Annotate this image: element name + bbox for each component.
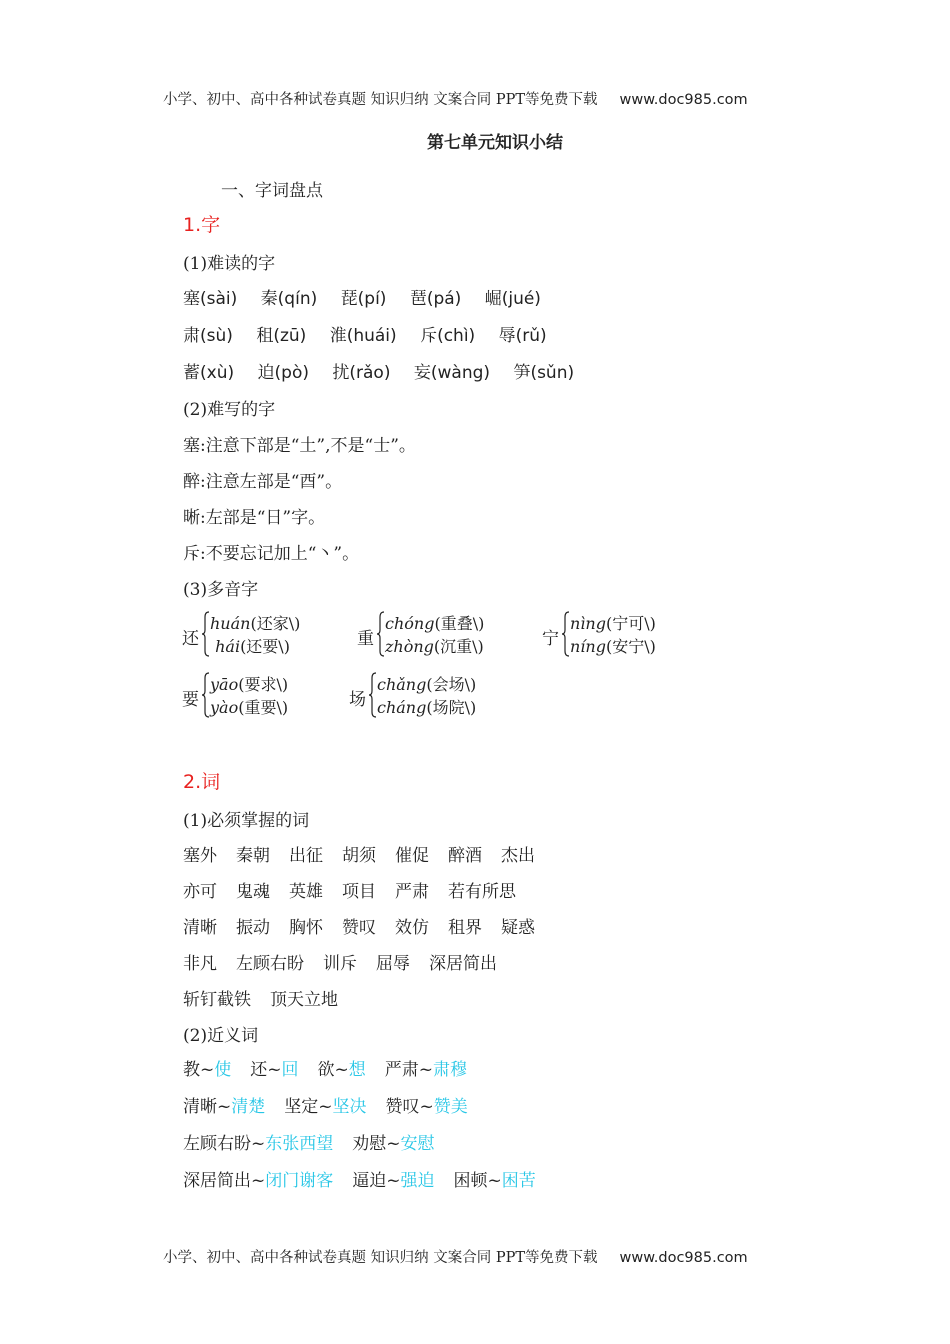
polyphone-reading: níng(安宁\): [570, 637, 656, 656]
footer-url: www.doc985.com: [619, 1250, 748, 1266]
list-item: 疑惑: [501, 918, 535, 938]
list-item: 出征: [289, 846, 323, 866]
word-row: [183, 949, 516, 974]
list-item: 崛(jué): [484, 289, 541, 309]
word-row: [183, 985, 357, 1010]
list-item: 塞(sài): [183, 289, 238, 309]
polyphone-char: 场: [349, 690, 366, 710]
hard-write-note: 塞:注意下部是“土”,不是“士”。: [183, 436, 416, 456]
list-item: 扰(rǎo): [332, 363, 391, 383]
hard-read-row: [183, 284, 559, 309]
list-item: 催促: [395, 846, 429, 866]
hard-write-note: 斥:不要忘记加上“丶”。: [183, 544, 360, 564]
polyphone-char: 重: [357, 629, 374, 649]
hard-write-note: 晰:左部是“日”字。: [183, 508, 326, 528]
polyphone-reading: yāo(要求\): [210, 675, 289, 694]
polyphone-char: 还: [182, 629, 199, 649]
page-footer: [163, 1246, 748, 1267]
list-item: 醉酒: [448, 846, 482, 866]
word-row: [183, 913, 554, 938]
brace-icon: [202, 672, 210, 718]
subheading-synonyms: (2)近义词: [183, 1026, 259, 1046]
list-item: 训斥: [323, 954, 357, 974]
hard-read-row: [183, 321, 565, 346]
list-item: 迫(pò): [257, 363, 309, 383]
list-item: 坚定~坚决: [284, 1097, 367, 1117]
part-heading-words: 2.词: [183, 771, 221, 793]
list-item: 深居简出~闭门谢客: [183, 1171, 334, 1191]
list-item: 英雄: [289, 882, 323, 902]
list-item: 赞叹~赞美: [385, 1097, 468, 1117]
list-item: 胸怀: [289, 918, 323, 938]
page-header: [163, 88, 748, 109]
list-item: 清晰: [183, 918, 217, 938]
list-item: 严肃~肃穆: [384, 1060, 467, 1080]
polyphone-reading: nìng(宁可\): [570, 614, 656, 633]
part-heading-characters: 1.字: [183, 214, 221, 236]
hard-write-note: 醉:注意左部是“酉”。: [183, 472, 343, 492]
header-url: www.doc985.com: [619, 92, 748, 108]
list-item: 鬼魂: [236, 882, 270, 902]
list-item: 杰出: [501, 846, 535, 866]
polyphone-char: 宁: [542, 629, 559, 649]
header-text: 小学、初中、高中各种试卷真题 知识归纳 文案合同 PPT等免费下载: [163, 92, 598, 108]
list-item: 秦(qín): [260, 289, 318, 309]
list-item: 肃(sù): [183, 326, 233, 346]
polyphone-reading: cháng(场院\): [377, 698, 477, 717]
list-item: 胡须: [342, 846, 376, 866]
list-item: 项目: [342, 882, 376, 902]
list-item: 左顾右盼: [236, 954, 304, 974]
list-item: 劝慰~安慰: [352, 1134, 435, 1154]
polyphone-reading: zhòng(沉重\): [385, 637, 484, 656]
polyphone-reading: chóng(重叠\): [385, 614, 485, 633]
list-item: 逼迫~强迫: [352, 1171, 435, 1191]
list-item: 斥(chì): [420, 326, 476, 346]
word-row: [183, 841, 554, 866]
list-item: 非凡: [183, 954, 217, 974]
brace-icon: [369, 672, 377, 718]
polyphone-reading: hái(还要\): [215, 637, 290, 656]
list-item: 租界: [448, 918, 482, 938]
list-item: 还~回: [250, 1060, 299, 1080]
polyphone-char: 要: [182, 690, 199, 710]
list-item: 琵(pí): [340, 289, 387, 309]
list-item: 琶(pá): [409, 289, 462, 309]
synonym-row: [183, 1166, 555, 1191]
synonym-row: [183, 1129, 454, 1154]
subheading-hard-read: (1)难读的字: [183, 254, 276, 274]
list-item: 蓄(xù): [183, 363, 235, 383]
synonym-row: [183, 1055, 486, 1080]
list-item: 塞外: [183, 846, 217, 866]
list-item: 妄(wàng): [413, 363, 491, 383]
list-item: 赞叹: [342, 918, 376, 938]
list-item: 租(zū): [256, 326, 307, 346]
list-item: 亦可: [183, 882, 217, 902]
list-item: 清晰~清楚: [183, 1097, 266, 1117]
footer-text: 小学、初中、高中各种试卷真题 知识归纳 文案合同 PPT等免费下载: [163, 1250, 598, 1266]
list-item: 淮(huái): [329, 326, 397, 346]
list-item: 辱(rǔ): [498, 326, 547, 346]
list-item: 左顾右盼~东张西望: [183, 1134, 334, 1154]
synonym-row: [183, 1092, 487, 1117]
list-item: 顶天立地: [270, 990, 338, 1010]
list-item: 欲~想: [317, 1060, 366, 1080]
section-heading: 一、字词盘点: [221, 181, 323, 201]
list-item: 效仿: [395, 918, 429, 938]
list-item: 振动: [236, 918, 270, 938]
polyphone-reading: chǎng(会场\): [377, 675, 477, 694]
polyphone-reading: huán(还家\): [210, 614, 301, 633]
brace-icon: [377, 611, 385, 657]
subheading-key-words: (1)必须掌握的词: [183, 811, 310, 831]
hard-read-row: [183, 358, 592, 383]
brace-icon: [562, 611, 570, 657]
list-item: 教~使: [183, 1060, 232, 1080]
list-item: 困顿~困苦: [453, 1171, 536, 1191]
list-item: 斩钉截铁: [183, 990, 251, 1010]
list-item: 深居简出: [429, 954, 497, 974]
brace-icon: [202, 611, 210, 657]
subheading-hard-write: (2)难写的字: [183, 400, 276, 420]
word-row: [183, 877, 535, 902]
polyphone-reading: yào(重要\): [210, 698, 289, 717]
list-item: 屈辱: [376, 954, 410, 974]
page-title: 第七单元知识小结: [427, 133, 563, 153]
list-item: 若有所思: [448, 882, 516, 902]
list-item: 秦朝: [236, 846, 270, 866]
list-item: 严肃: [395, 882, 429, 902]
subheading-polyphones: (3)多音字: [183, 580, 259, 600]
list-item: 笋(sǔn): [513, 363, 575, 383]
